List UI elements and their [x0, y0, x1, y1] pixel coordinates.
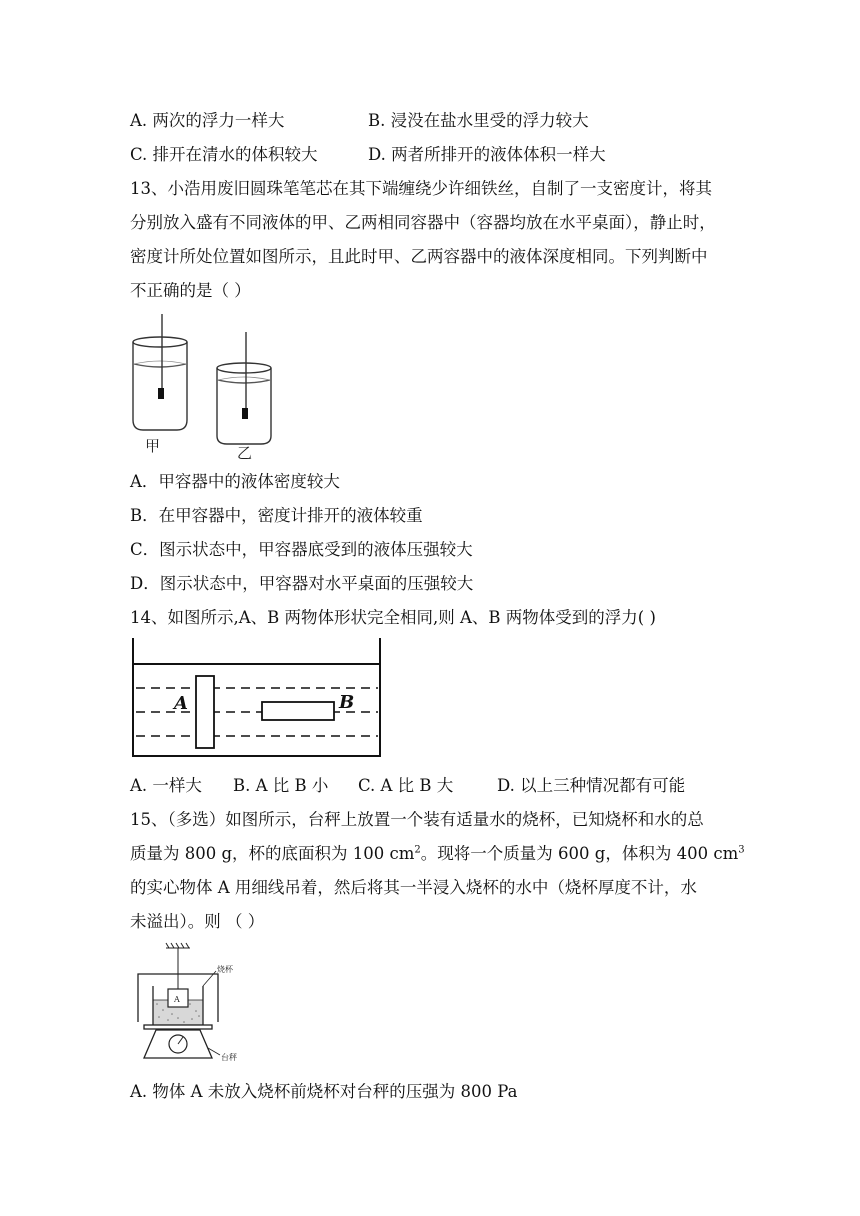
beaker-label: 烧杯 [217, 965, 233, 974]
ceiling-hatch [166, 943, 190, 948]
label-a: A [174, 693, 188, 714]
q15-stem-line-4: 未溢出）。则 （ ） [130, 912, 265, 931]
q14-option-d: D. 以上三种情况都有可能 [497, 776, 686, 795]
q13-stem-line-1: 13、小浩用废旧圆珠笔笔芯在其下端缠绕少许细铁丝，自制了一支密度计，将其 [130, 179, 712, 198]
q15-line2-pre: 质量为 800 g，杯的底面积为 100 cm [130, 844, 415, 863]
q14-option-b: B. A 比 B 小 [233, 776, 329, 795]
densimeter-jia [158, 314, 164, 399]
q15-stem-line-2 [130, 843, 745, 865]
q14-tank-figure [130, 638, 386, 760]
q15-line2-sup: 2 [414, 844, 421, 856]
q15-stem-line-1: 15、（多选）如图所示，台秤上放置一个装有适量水的烧杯，已知烧杯和水的总 [130, 810, 704, 829]
q15-scale-figure [128, 940, 253, 1065]
body-a [196, 676, 214, 748]
q12-option-a: A. 两次的浮力一样大 [130, 111, 285, 130]
scale-label: 台秤 [221, 1053, 237, 1062]
densimeter-yi [242, 332, 248, 419]
q15-line2-sup2: 3 [738, 844, 745, 856]
q12-option-d: D. 两者所排开的液体体积一样大 [368, 145, 606, 164]
scale-plate [144, 1025, 212, 1029]
q13-option-b: B．在甲容器中，密度计排开的液体较重 [130, 506, 423, 525]
label-yi: 乙 [237, 444, 253, 462]
q12-option-c: C. 排开在清水的体积较大 [130, 145, 318, 164]
q13-stem-line-4: 不正确的是（ ） [130, 281, 251, 300]
q13-option-c: C．图示状态中，甲容器底受到的液体压强较大 [130, 540, 473, 559]
q13-stem-line-3: 密度计所处位置如图所示，且此时甲、乙两容器中的液体深度相同。下列判断中 [130, 247, 708, 266]
q15-line2-post: 。现将一个质量为 600 g，体积为 400 cm [420, 844, 739, 863]
body-b [262, 702, 334, 720]
q13-option-a: A．甲容器中的液体密度较大 [130, 472, 340, 491]
q14-option-a: A. 一样大 [130, 776, 202, 795]
container-jia [133, 337, 187, 430]
object-a-label: A [174, 995, 180, 1004]
q12-option-b: B. 浸没在盐水里受的浮力较大 [368, 111, 589, 130]
label-jia: 甲 [145, 437, 161, 455]
label-b: B [339, 692, 355, 713]
q14-option-c: C. A 比 B 大 [358, 776, 454, 795]
beaker-label-leader [203, 971, 216, 986]
container-yi [217, 363, 271, 444]
q14-stem: 14、如图所示,A、B 两物体形状完全相同,则 A、B 两物体受到的浮力( ) [130, 608, 656, 627]
q15-option-a: A. 物体 A 未放入烧杯前烧杯对台秤的压强为 800 Pa [130, 1082, 518, 1101]
q13-option-d: D．图示状态中，甲容器对水平桌面的压强较大 [130, 574, 474, 593]
q15-stem-line-3: 的实心物体 A 用细线吊着，然后将其一半浸入烧杯的水中（烧杯厚度不计，水 [130, 878, 697, 897]
q13-stem-line-2: 分别放入盛有不同液体的甲、乙两相同容器中（容器均放在水平桌面），静止时， [130, 213, 716, 232]
q13-densimeter-figure [125, 312, 285, 462]
